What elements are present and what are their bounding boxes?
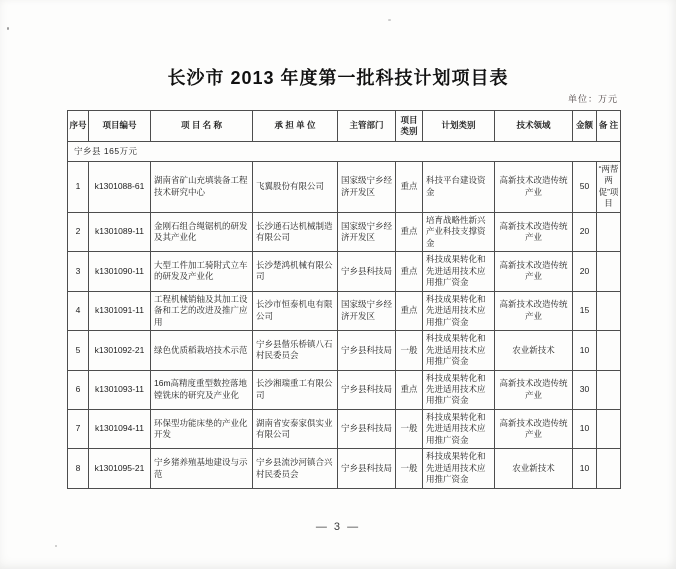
cell-code: k1301095-21 xyxy=(89,449,151,488)
cell-undertaker: 湖南省安泰家俱实业有限公司 xyxy=(253,409,338,448)
cell-plan_type: 科技成果转化和先进适用技术应用推广资金 xyxy=(423,449,495,488)
cell-name: 工程机械销轴及其加工设备和工艺的改进及推广应用 xyxy=(151,291,253,330)
cell-undertaker: 宁乡县流沙河镇合兴村民委员会 xyxy=(253,449,338,488)
cell-remark xyxy=(597,291,621,330)
cell-department: 宁乡县科技局 xyxy=(338,331,396,370)
cell-seq: 8 xyxy=(68,449,89,488)
project-table xyxy=(67,110,621,489)
cell-plan_type: 科技成果转化和先进适用技术应用推广资金 xyxy=(423,291,495,330)
cell-amount: 10 xyxy=(573,331,597,370)
cell-remark xyxy=(597,212,621,251)
cell-undertaker: 飞翼股份有限公司 xyxy=(253,162,338,213)
cell-tech_field: 高新技术改造传统产业 xyxy=(495,409,573,448)
cell-name: 金刚石组合绳锯机的研发及其产业化 xyxy=(151,212,253,251)
cell-name: 16m高精度重型数控落地镗铣床的研究及产业化 xyxy=(151,370,253,409)
cell-amount: 30 xyxy=(573,370,597,409)
cell-plan_type: 科技平台建设资金 xyxy=(423,162,495,213)
cell-name: 绿色优质稻栽培技术示范 xyxy=(151,331,253,370)
column-header: 承 担 单 位 xyxy=(253,111,338,142)
table-row xyxy=(68,291,621,330)
cell-seq: 7 xyxy=(68,409,89,448)
cell-department: 宁乡县科技局 xyxy=(338,449,396,488)
cell-remark: “两帮两促”项目 xyxy=(597,162,621,213)
cell-plan_type: 科技成果转化和先进适用技术应用推广资金 xyxy=(423,331,495,370)
cell-seq: 3 xyxy=(68,252,89,291)
cell-seq: 1 xyxy=(68,162,89,213)
scan-speck xyxy=(388,19,391,21)
cell-remark xyxy=(597,252,621,291)
column-header: 备 注 xyxy=(597,111,621,142)
cell-tech_field: 高新技术改造传统产业 xyxy=(495,162,573,213)
cell-seq: 4 xyxy=(68,291,89,330)
cell-undertaker: 长沙湘瑞重工有限公司 xyxy=(253,370,338,409)
table-row xyxy=(68,162,621,213)
cell-remark xyxy=(597,370,621,409)
cell-amount: 20 xyxy=(573,252,597,291)
cell-category: 重点 xyxy=(396,212,423,251)
column-header: 项 目 名 称 xyxy=(151,111,253,142)
cell-tech_field: 高新技术改造传统产业 xyxy=(495,291,573,330)
scan-speck xyxy=(7,27,9,30)
cell-remark xyxy=(597,331,621,370)
cell-department: 国家级宁乡经济开发区 xyxy=(338,162,396,213)
cell-tech_field: 高新技术改造传统产业 xyxy=(495,370,573,409)
column-header: 金额 xyxy=(573,111,597,142)
cell-tech_field: 高新技术改造传统产业 xyxy=(495,212,573,251)
scan-speck xyxy=(55,545,57,547)
cell-category: 重点 xyxy=(396,291,423,330)
cell-plan_type: 科技成果转化和先进适用技术应用推广资金 xyxy=(423,409,495,448)
cell-code: k1301091-11 xyxy=(89,291,151,330)
cell-tech_field: 农业新技术 xyxy=(495,449,573,488)
cell-amount: 50 xyxy=(573,162,597,213)
cell-amount: 20 xyxy=(573,212,597,251)
cell-undertaker: 长沙市恒泰机电有限公司 xyxy=(253,291,338,330)
cell-undertaker: 长沙楚鸿机械有限公司 xyxy=(253,252,338,291)
cell-code: k1301093-11 xyxy=(89,370,151,409)
table-header-row xyxy=(68,111,621,142)
cell-plan_type: 培育战略性新兴产业科技支撑资金 xyxy=(423,212,495,251)
cell-department: 国家级宁乡经济开发区 xyxy=(338,291,396,330)
cell-category: 重点 xyxy=(396,162,423,213)
cell-name: 湖南省矿山充填装备工程技术研究中心 xyxy=(151,162,253,213)
unit-note: 单位：万元 xyxy=(567,94,618,104)
page-number: — 3 — xyxy=(315,521,361,533)
cell-undertaker: 长沙通石达机械制造有限公司 xyxy=(253,212,338,251)
cell-amount: 10 xyxy=(573,409,597,448)
cell-code: k1301092-21 xyxy=(89,331,151,370)
column-header: 主管部门 xyxy=(338,111,396,142)
cell-tech_field: 高新技术改造传统产业 xyxy=(495,252,573,291)
column-header: 项目类别 xyxy=(396,111,423,142)
section-row xyxy=(68,142,621,162)
cell-category: 一般 xyxy=(396,449,423,488)
cell-name: 大型工件加工骑附式立车的研发及产业化 xyxy=(151,252,253,291)
cell-seq: 6 xyxy=(68,370,89,409)
cell-name: 宁乡猪养殖基地建设与示范 xyxy=(151,449,253,488)
cell-name: 环保型功能床垫的产业化开发 xyxy=(151,409,253,448)
column-header: 序号 xyxy=(68,111,89,142)
cell-seq: 2 xyxy=(68,212,89,251)
table-row xyxy=(68,370,621,409)
cell-amount: 15 xyxy=(573,291,597,330)
table-row xyxy=(68,252,621,291)
column-header: 技术领域 xyxy=(495,111,573,142)
cell-department: 国家级宁乡经济开发区 xyxy=(338,212,396,251)
cell-code: k1301088-61 xyxy=(89,162,151,213)
cell-remark xyxy=(597,409,621,448)
cell-amount: 10 xyxy=(573,449,597,488)
cell-category: 重点 xyxy=(396,252,423,291)
table-row xyxy=(68,331,621,370)
cell-department: 宁乡县科技局 xyxy=(338,370,396,409)
cell-tech_field: 农业新技术 xyxy=(495,331,573,370)
cell-undertaker: 宁乡县偕乐桥镇八石村民委员会 xyxy=(253,331,338,370)
cell-seq: 5 xyxy=(68,331,89,370)
cell-plan_type: 科技成果转化和先进适用技术应用推广资金 xyxy=(423,370,495,409)
cell-code: k1301090-11 xyxy=(89,252,151,291)
column-header: 计划类别 xyxy=(423,111,495,142)
cell-category: 一般 xyxy=(396,409,423,448)
column-header: 项目编号 xyxy=(89,111,151,142)
cell-code: k1301094-11 xyxy=(89,409,151,448)
table-row xyxy=(68,212,621,251)
cell-code: k1301089-11 xyxy=(89,212,151,251)
cell-department: 宁乡县科技局 xyxy=(338,409,396,448)
cell-department: 宁乡县科技局 xyxy=(338,252,396,291)
cell-remark xyxy=(597,449,621,488)
table-row xyxy=(68,409,621,448)
cell-category: 一般 xyxy=(396,331,423,370)
cell-category: 重点 xyxy=(396,370,423,409)
page-title: 长沙市 2013 年度第一批科技计划项目表 xyxy=(167,68,509,88)
cell-plan_type: 科技成果转化和先进适用技术应用推广资金 xyxy=(423,252,495,291)
section-label: 宁乡县 165万元 xyxy=(68,142,621,162)
table-row xyxy=(68,449,621,488)
